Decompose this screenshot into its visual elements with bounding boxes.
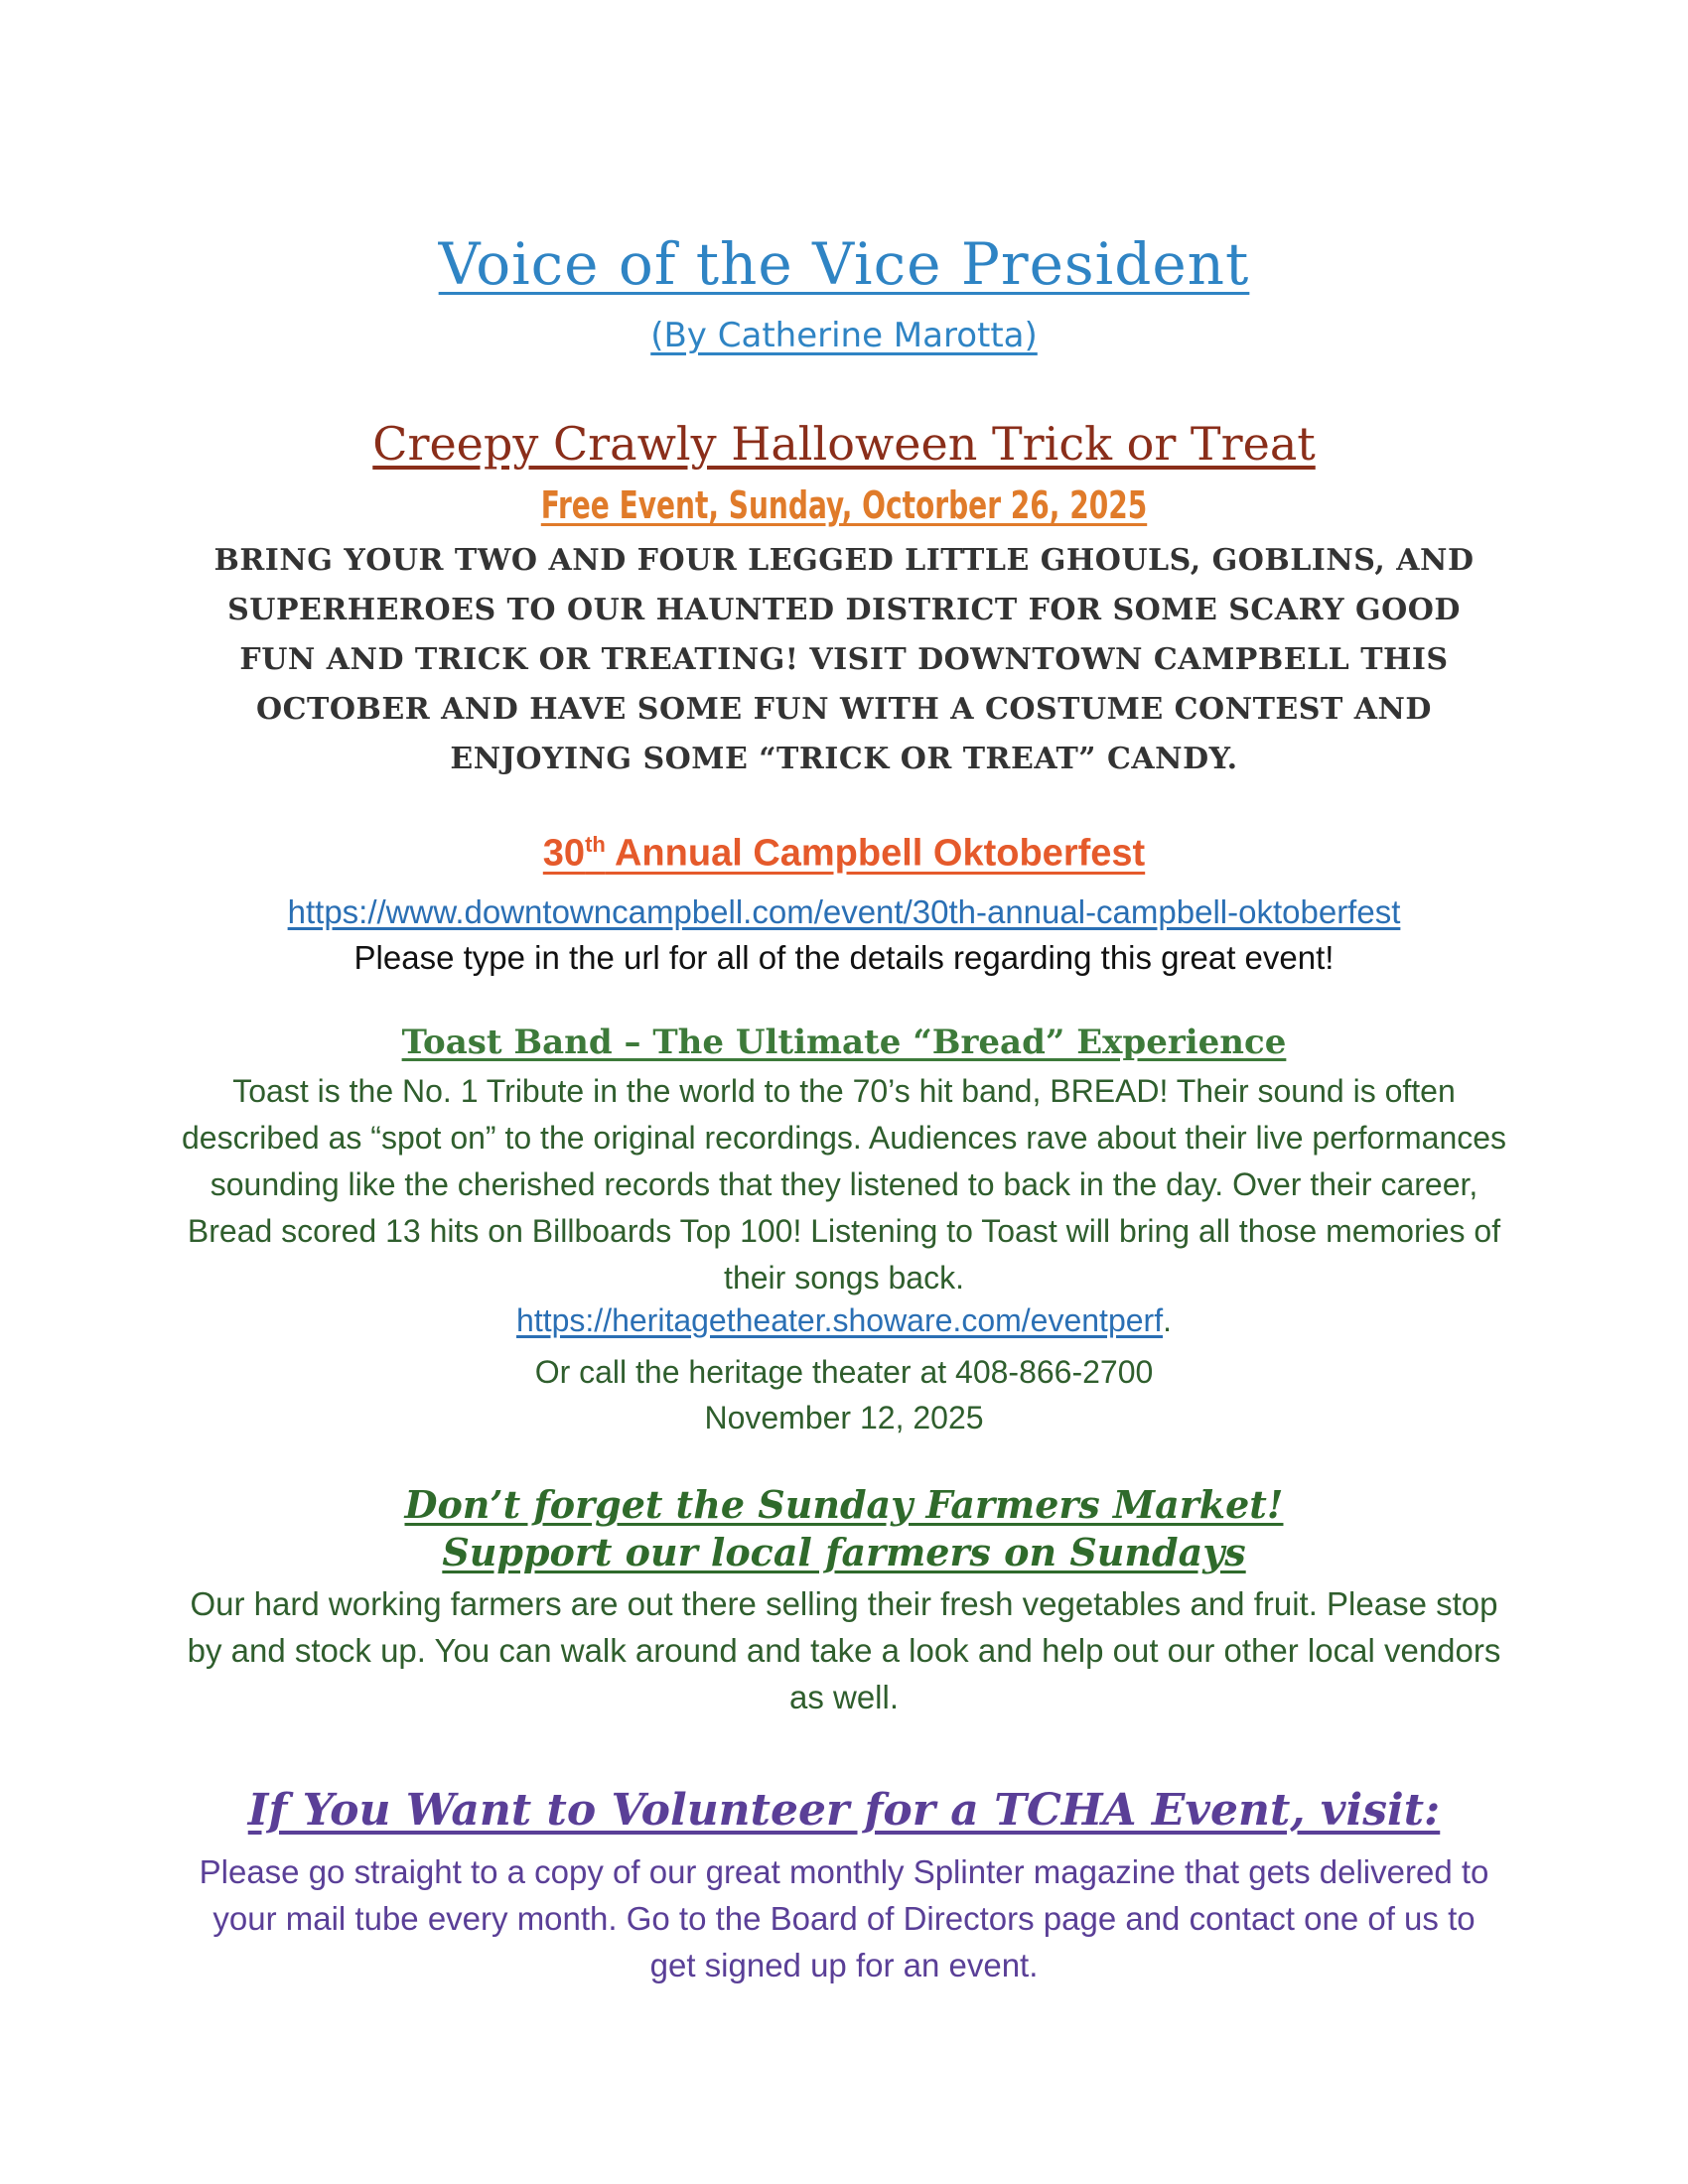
page-title: Voice of the Vice President: [438, 230, 1250, 298]
author-byline: (By Catherine Marotta): [650, 316, 1038, 355]
halloween-description: BRING YOUR TWO AND FOUR LEGGED LITTLE GHOULS, GOBLINS, AND SUPERHEROES TO OUR HAUNTED DISTRICT FOR SOME SCARY GOOD FUN AND TRICK OR TREATING! VISIT DOWNTOWN CAMPBELL THIS OCTOBER AND HAVE SOME FUN WITH A COSTUME CONTEST AND ENJOYING SOME “TRICK OR TREAT” CANDY.: [213, 543, 1475, 776]
farmers-heading-line-2: Support our local farmers on Sundays: [442, 1530, 1246, 1574]
oktoberfest-title-rest: Annual Campbell Oktoberfest: [605, 832, 1146, 875]
oktoberfest-link[interactable]: https://www.downtowncampbell.com/event/30th-annual-campbell-oktoberfest: [287, 893, 1401, 930]
oktoberfest-note: Please type in the url for all of the details regarding this great event!: [353, 939, 1335, 976]
farmers-market-description: Our hard working farmers are out there selling their fresh vegetables and fruit. Please stop by and stock up. You can walk around and take a look and help out our other local vendors as well.: [187, 1585, 1501, 1715]
heritage-theater-link[interactable]: https://heritagetheater.showare.com/eventperf: [516, 1302, 1164, 1338]
volunteer-description: Please go straight to a copy of our great monthly Splinter magazine that gets delivered to your mail tube every month. Go to the Board of Directors page and contact one of us to get signed up for an event.: [199, 1853, 1489, 1983]
oktoberfest-ordinal: th: [585, 832, 606, 857]
link-period: .: [1163, 1302, 1172, 1338]
oktoberfest-number: 30: [542, 832, 586, 875]
halloween-date: Free Event, Sunday, Octorber 26, 2025: [540, 483, 1148, 527]
toast-link-line: [0, 1302, 1688, 1339]
halloween-heading: Creepy Crawly Halloween Trick or Treat: [372, 417, 1316, 471]
volunteer-heading: If You Want to Volunteer for a TCHA Event, visit:: [247, 1785, 1441, 1836]
oktoberfest-heading: [0, 832, 1688, 876]
farmers-heading-line-1: Don’t forget the Sunday Farmers Market!: [404, 1482, 1284, 1527]
toast-band-heading: Toast Band – The Ultimate “Bread” Experience: [401, 1023, 1287, 1062]
theater-phone: Or call the heritage theater at 408-866-2700: [534, 1354, 1154, 1390]
toast-band-description: Toast is the No. 1 Tribute in the world to the 70’s hit band, BREAD! Their sound is often described as “spot on” to the original recordings. Audiences rave about their live performances sounding like the cherished records that they listened to back in the day. Over their career, Bread scored 13 hits on Billboards Top 100! Listening to Toast will bring all those memories of their songs back.: [181, 1073, 1507, 1296]
toast-event-date: November 12, 2025: [704, 1400, 984, 1435]
farmers-market-heading: [0, 1481, 1688, 1576]
